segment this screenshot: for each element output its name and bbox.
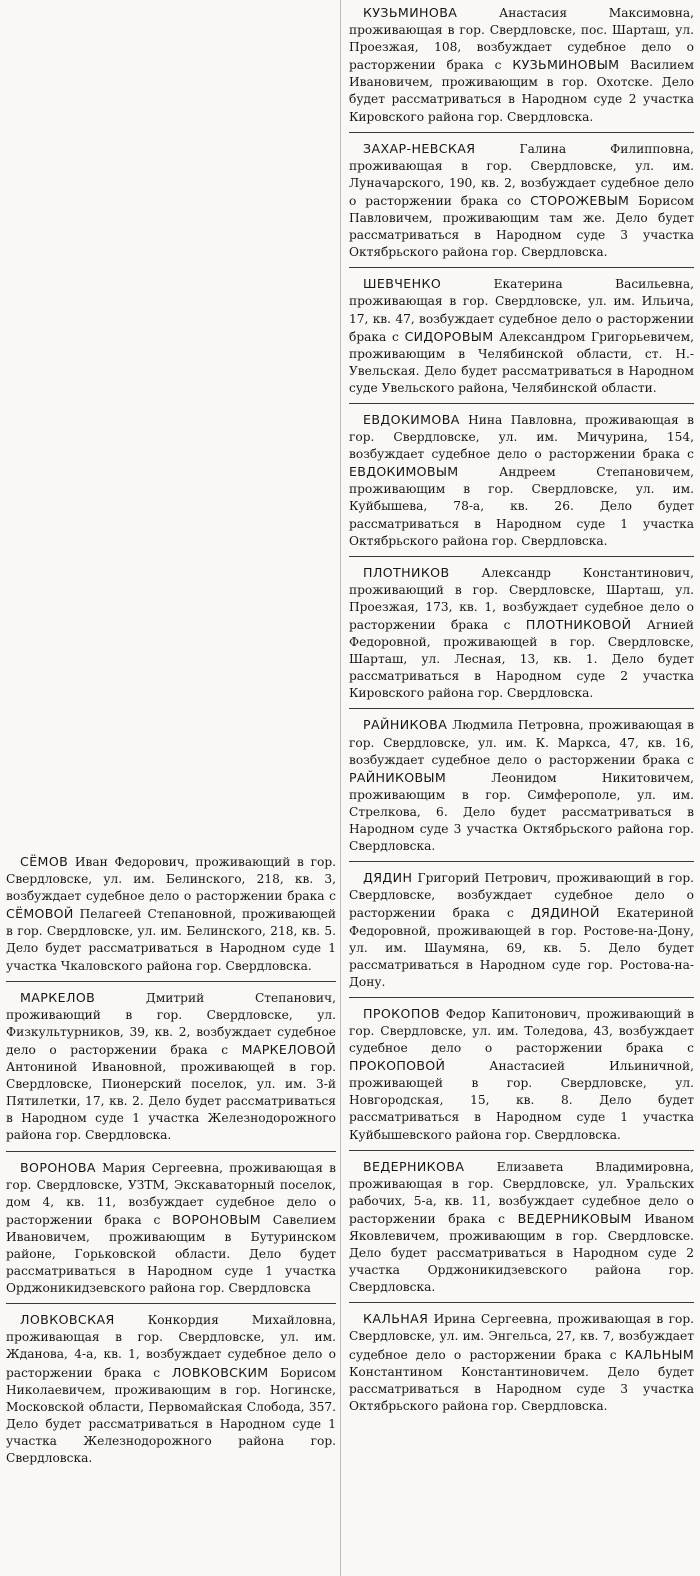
notice-text: Екатериной Федоровной, проживающей в гор. Ростове-на-Дону, ул. им. Шаумяна, 69, кв. 5. Дело будет рассматриваться в Народном суде гор. Ростова-на-Дону. [349, 906, 694, 989]
notice-spouse-surname: ЕВДОКИМОВЫМ [349, 464, 459, 480]
notice-surname: МАРКЕЛОВ [20, 989, 96, 1005]
notice-text: Савелием Ивановичем, проживающим в Бутуринском районе, Горьковской области. Дело будет рассматриваться в Народном суде 1 участка Орджоникидзевского района гор. Свердловска [6, 1212, 336, 1296]
notice-surname: КУЗЬМИНОВА [363, 5, 458, 20]
notice-spouse-surname: ЛОВКОВСКИМ [171, 1364, 269, 1380]
notice-surname: ПЛОТНИКОВ [363, 564, 450, 580]
notice-spouse-surname: СИДОРОВЫМ [404, 328, 494, 344]
notice-spouse-surname: КУЗЬМИНОВЫМ [512, 57, 620, 73]
notice-spouse-surname: МАРКЕЛОВОЙ [241, 1041, 336, 1057]
notice-text: Галина Филипповна, проживающая в гор. Свердловске, ул. им. Луначарского, 190, кв. 2, возбуждает судебное дело о расторжении брака со [349, 141, 694, 208]
notice-spouse-surname: КАЛЬНЫМ [624, 1346, 694, 1362]
left-column [6, 853, 336, 1480]
divorce-notice [6, 989, 336, 1152]
notice-text: Анастасия Максимовна, проживающая в гор. Свердловске, пос. Шарташ, ул. Проезжая, 108, возбуждает судебное дело о расторжении брака с [349, 6, 694, 73]
notice-surname: РАЙНИКОВА [363, 717, 448, 733]
notice-text: Борисом Павловичем, проживающим там же. Дело будет рассматриваться в Народном суде 3 участка Октябрьского района гор. Свердловска. [349, 193, 694, 260]
divorce-notice [6, 853, 336, 982]
divorce-notice [349, 1005, 694, 1151]
notice-text: Конкордия Михайловна, проживающая в гор. Свердловске, ул. им. Жданова, 4-а, кв. 1, возбуждает судебное дело о расторжении брака с [6, 1313, 336, 1380]
notice-text: Ирина Сергеевна, проживающая в гор. Свердловске, ул. им. Энгельса, 27, кв. 7, возбуждает судебное дело о расторжении брака с [349, 1312, 694, 1362]
notice-text: Дмитрий Степанович, проживающий в гор. Свердловске, ул. Физкультурников, 39, кв. 2, возбуждает судебное дело о расторжении брака с [6, 990, 336, 1057]
right-column [349, 4, 694, 1428]
notice-text: Антониной Ивановной, проживающей в гор. Свердловске, Пионерский поселок, ул. им. 3-й Пятилетки, 17, кв. 2. Дело будет рассматриваться в Народном суде 1 участка Железнодорожного района гор. Свердловска. [6, 1060, 336, 1143]
divorce-notice [349, 411, 694, 557]
notice-text: Андреем Степановичем, проживающим в гор. Свердловске, ул. им. Куйбышева, 78-а, кв. 26. Дело будет рассматриваться в Народном суде 1 участка Октябрьского района гор. Свердловска. [349, 465, 694, 548]
notice-spouse-surname: СЁМОВОЙ [6, 906, 74, 922]
notice-text: Борисом Николаевичем, проживающим в гор. Ногинске, Московской области, Первомайская Слобода, 357. Дело будет рассматриваться в Народном суде 1 участка Железнодорожного района гор. Свердловска. [6, 1365, 336, 1465]
notice-surname: ВОРОНОВА [20, 1159, 96, 1175]
notice-text: Иван Федорович, проживающий в гор. Свердловске, ул. им. Белинского, 218, кв. 3, возбуждает судебное дело о расторжении брака с [6, 855, 336, 904]
notice-spouse-surname: ПЛОТНИКОВОЙ [525, 617, 632, 632]
notice-surname: КАЛЬНАЯ [363, 1311, 429, 1327]
divorce-notice [349, 716, 694, 862]
notice-surname: ЕВДОКИМОВА [363, 411, 460, 427]
divorce-notice [6, 1159, 336, 1305]
notice-text: Агнией Федоровной, проживающей в гор. Свердловске, Шарташ, ул. Лесная, 13, кв. 1. Дело будет рассматриваться в Народном суде 2 участка Кировского района гор. Свердловска. [349, 618, 694, 701]
notice-text: Василием Ивановичем, проживающим в гор. Охотске. Дело будет рассматриваться в Народном суде 2 участка Кировского района гор. Свердловска. [349, 58, 694, 124]
notice-surname: ШЕВЧЕНКО [363, 276, 442, 292]
notice-text: Григорий Петрович, проживающий в гор. Свердловске, возбуждает судебное дело о расторжении брака с [349, 871, 694, 921]
divorce-notice [6, 1311, 336, 1473]
notice-spouse-surname: РАЙНИКОВЫМ [349, 769, 446, 785]
notice-text: Александром Григорьевичем, проживающим в Челябинской области, ст. Н.-Увельская. Дело будет рассматриваться в Народном суде Увельского района, Челябинской области. [349, 329, 694, 395]
divorce-notice [349, 140, 694, 269]
notice-text: Елизавета Владимировна, проживающая в гор. Свердловске, ул. Уральских рабочих, 5-а, кв. 11, возбуждает судебное дело о расторжении брака с [349, 1159, 694, 1226]
divorce-notice [349, 275, 694, 404]
notice-surname: ДЯДИН [363, 870, 413, 886]
notice-text: Екатерина Васильевна, проживающая в гор. Свердловске, ул. им. Ильича, 17, кв. 47, возбуждает судебное дело о расторжении брака с [349, 277, 694, 344]
notice-text: Иваном Яковлевичем, проживающим в гор. Свердловске. Дело будет рассматриваться в Народном суде 2 участка Орджоникидзевского района гор. Свердловска. [349, 1211, 694, 1295]
notice-text: Людмила Петровна, проживающая в гор. Свердловске, ул. им. К. Маркса, 47, кв. 16, возбуждает судебное дело о расторжении брака с [349, 718, 694, 767]
divorce-notice [349, 1158, 694, 1304]
notice-spouse-surname: СТОРОЖЕВЫМ [530, 192, 630, 208]
notice-text: Нина Павловна, проживающая в гор. Свердловске, ул. им. Мичурина, 154, возбуждает судебное дело о расторжении брака с [349, 412, 694, 462]
column-divider [340, 0, 341, 1576]
divorce-notice [349, 564, 694, 710]
notice-text: Мария Сергеевна, проживающая в гор. Свердловске, УЗТМ, Экскаваторный поселок, дом 4, кв. 11, возбуждает судебное дело о расторжении брака с [6, 1160, 336, 1227]
notice-surname: ВЕДЕРНИКОВА [363, 1158, 465, 1174]
notice-text: Пелагеей Степановной, проживающей в гор. Свердловске, ул. им. Белинского, 218, кв. 5. Дело будет рассматриваться в Народном суде 1 участка Чкаловского района гор. Свердловска. [6, 907, 336, 973]
notice-spouse-surname: ВОРОНОВЫМ [172, 1211, 261, 1227]
notice-text: Константином Константиновичем. Дело будет рассматриваться в Народном суде 3 участка Октябрьского района гор. Свердловска. [349, 1364, 694, 1413]
notice-text: Александр Константинович, проживающий в гор. Свердловске, Шарташ, ул. Проезжая, 173, кв. 1, возбуждает судебное дело о расторжении брака с [349, 565, 694, 632]
divorce-notice [349, 4, 694, 133]
notice-text: Анастасией Ильиничной, проживающей в гор. Свердловске, ул. Новгородская, 15, кв. 8. Дело будет рассматриваться в Народном суде 1 участка Куйбышевского района гор. Свердловска. [349, 1059, 694, 1142]
notice-spouse-surname: ВЕДЕРНИКОВЫМ [517, 1210, 632, 1226]
notice-surname: ЗАХАР-НЕВСКАЯ [363, 140, 476, 156]
notice-text: Леонидом Никитовичем, проживающим в гор. Симферополе, ул. им. Стрелкова, 6. Дело будет рассматриваться в Народном суде 3 участка Октябрьского района гор. Свердловска. [349, 770, 694, 854]
notice-spouse-surname: ДЯДИНОЙ [530, 905, 600, 921]
notice-text: Федор Капитонович, проживающий в гор. Свердловске, ул. им. Толедова, 43, возбуждает судебное дело о расторжении брака с [349, 1006, 694, 1056]
notice-surname: СЁМОВ [20, 854, 69, 869]
divorce-notice [349, 1310, 694, 1421]
divorce-notice [349, 869, 694, 998]
notice-spouse-surname: ПРОКОПОВОЙ [349, 1058, 446, 1074]
notice-surname: ПРОКОПОВ [363, 1005, 441, 1021]
notice-surname: ЛОВКОВСКАЯ [20, 1312, 115, 1328]
